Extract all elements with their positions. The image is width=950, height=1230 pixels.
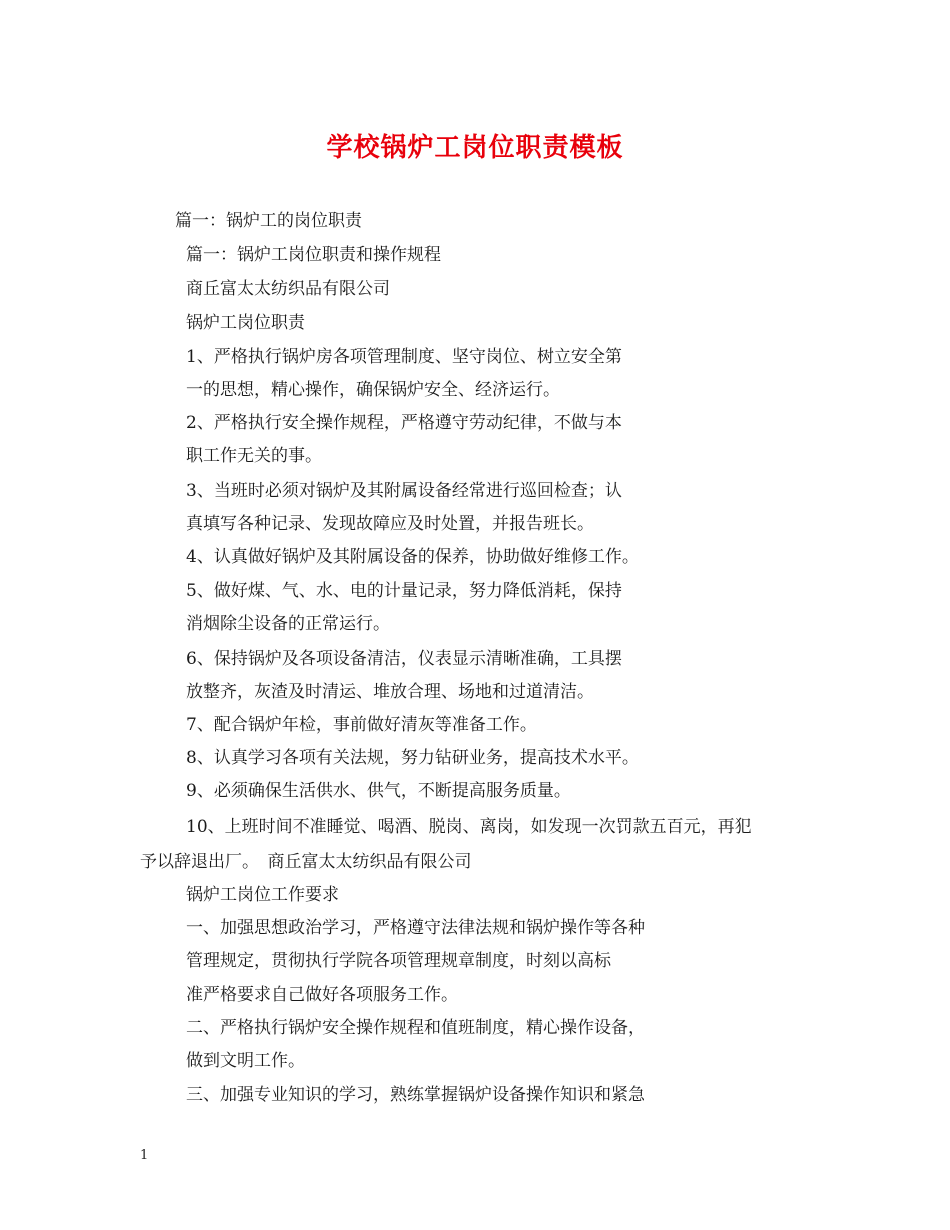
paragraph-line: 5、做好煤、气、水、电的计量记录，努力降低消耗，保持 [186,581,622,601]
paragraph-line: 职工作无关的事。 [186,446,322,466]
paragraph-line: 做到文明工作。 [186,1051,305,1071]
paragraph-line: 锅炉工岗位职责 [186,313,305,333]
paragraph-line: 7、配合锅炉年检，事前做好清灰等准备工作。 [186,715,537,735]
paragraph-line: 商丘富太太纺织品有限公司 [186,279,390,299]
paragraph-line: 篇一：锅炉工的岗位职责 [175,211,362,231]
paragraph-line: 一、加强思想政治学习，严格遵守法律法规和锅炉操作等各种 [186,918,645,938]
page-number: 1 [140,1148,149,1163]
paragraph-line: 1、严格执行锅炉房各项管理制度、坚守岗位、树立安全第 [186,347,622,367]
paragraph-line: 2、严格执行安全操作规程，严格遵守劳动纪律，不做与本 [186,413,622,433]
paragraph-line: 8、认真学习各项有关法规，努力钻研业务，提高技术水平。 [186,748,639,768]
paragraph-line: 予以辞退出厂。 商丘富太太纺织品有限公司 [140,852,472,872]
paragraph-line: 10、上班时间不准睡觉、喝酒、脱岗、离岗，如发现一次罚款五百元，再犯 [186,817,752,837]
paragraph-line: 锅炉工岗位工作要求 [186,885,339,905]
paragraph-line: 4、认真做好锅炉及其附属设备的保养，协助做好维修工作。 [186,547,639,567]
paragraph-line: 6、保持锅炉及各项设备清洁，仪表显示清晰准确，工具摆 [186,649,622,669]
paragraph-line: 消烟除尘设备的正常运行。 [186,614,390,634]
paragraph-line: 管理规定，贯彻执行学院各项管理规章制度，时刻以高标 [186,951,611,971]
paragraph-line: 二、严格执行锅炉安全操作规程和值班制度，精心操作设备， [186,1018,645,1038]
paragraph-line: 准严格要求自己做好各项服务工作。 [186,985,458,1005]
page-title: 学校锅炉工岗位职责模板 [326,133,624,163]
paragraph-line: 三、加强专业知识的学习，熟练掌握锅炉设备操作知识和紧急 [186,1085,645,1105]
paragraph-line: 放整齐，灰渣及时清运、堆放合理、场地和过道清洁。 [186,682,594,702]
paragraph-line: 篇一：锅炉工岗位职责和操作规程 [186,245,441,265]
paragraph-line: 9、必须确保生活供水、供气，不断提高服务质量。 [186,781,571,801]
paragraph-line: 3、当班时必须对锅炉及其附属设备经常进行巡回检查；认 [186,481,622,501]
paragraph-line: 真填写各种记录、发现故障应及时处置，并报告班长。 [186,514,594,534]
paragraph-line: 一的思想，精心操作，确保锅炉安全、经济运行。 [186,380,560,400]
